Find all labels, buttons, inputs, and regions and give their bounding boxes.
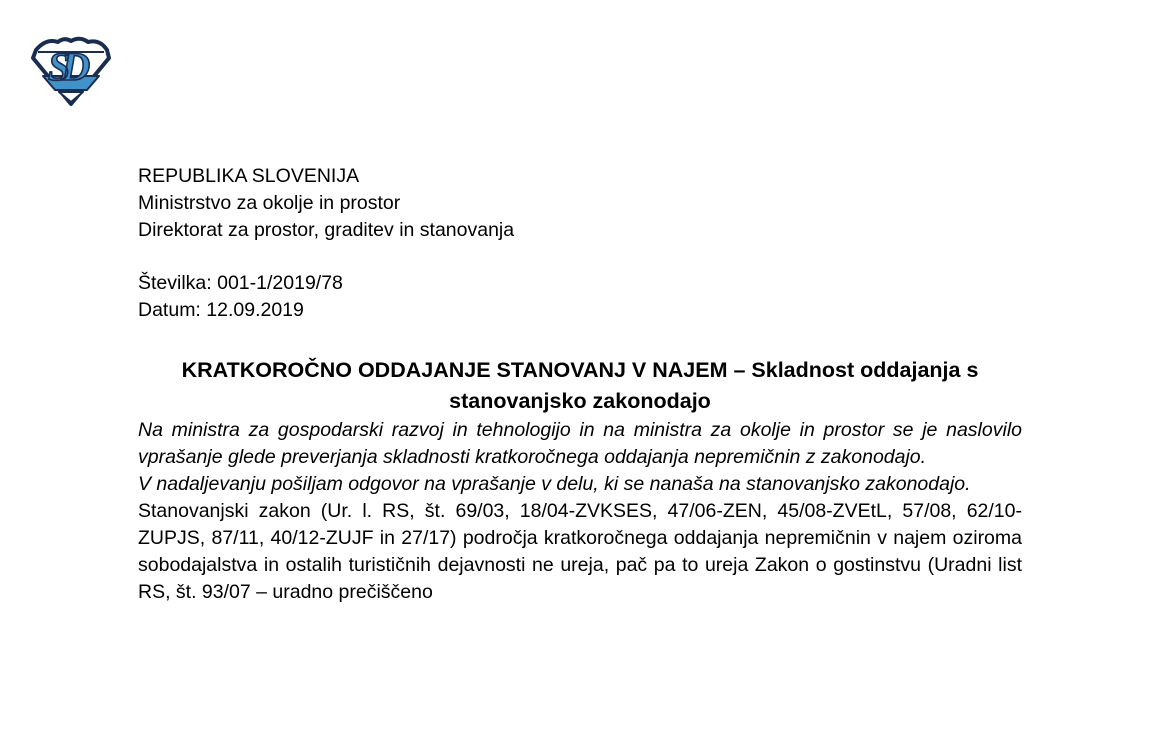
document-title: KRATKOROČNO ODDAJANJE STANOVANJ V NAJEM – Skladnost oddajanja s stanovanjsko zakonodajo [181,358,979,413]
letterhead [138,163,1022,244]
document-number: Številka: 001-1/2019/78 [138,272,343,294]
sd-diamond-logo-graphic [28,34,114,108]
letterhead-ministry: Ministrstvo za okolje in prostor [138,192,401,214]
document-date: Datum: 12.09.2019 [138,299,304,321]
intro-paragraph-2: V nadaljevanju pošiljam odgovor na vprašanje v delu, ki se nanaša na stanovanjsko zakonodajo. [138,473,971,495]
sd-diamond-logo [28,34,114,108]
logo-letters: SD [48,44,82,89]
document-meta [138,270,1022,324]
intro-paragraph-1: Na ministra za gospodarski razvoj in tehnologijo in na ministra za okolje in prostor se je naslovilo vprašanje glede preverjanja skladnosti kratkoročnega oddajanja nepremičnin z zakonodajo. [138,419,1022,468]
letterhead-country: REPUBLIKA SLOVENIJA [138,165,360,187]
letterhead-directorate: Direktorat za prostor, graditev in stanovanja [138,219,515,241]
document-content [138,163,1022,606]
body-paragraph-1: Stanovanjski zakon (Ur. l. RS, št. 69/03, 18/04-ZVKSES, 47/06-ZEN, 45/08-ZVEtL, 57/08, 62/10-ZUPJS, 87/11, 40/12-ZUJF in 27/17) področja kratkoročnega oddajanja nepremičnin v najem oziroma sobodajalstva in ostalih turističnih dejavnosti ne ureja, pač pa to ureja Zakon o gostinstvu (Uradni list RS, št. 93/07 – uradno prečiščeno [138,500,1022,603]
